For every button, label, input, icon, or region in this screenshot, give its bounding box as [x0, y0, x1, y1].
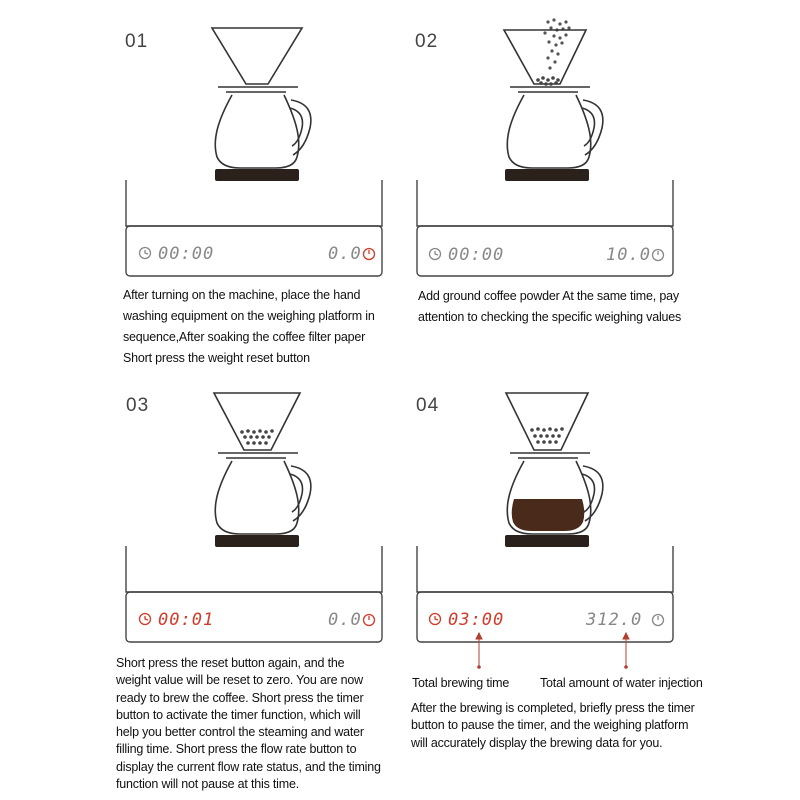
weight-callout-arrow — [623, 633, 629, 669]
timer-display: 03:00 — [448, 610, 505, 630]
step-number: 04 — [416, 395, 440, 416]
timer-display: 00:00 — [448, 245, 505, 265]
weight-display: 10.0 — [606, 245, 651, 265]
timer-callout-arrow — [476, 633, 482, 669]
weight-display: 0.0 — [328, 244, 362, 264]
step-description: Short press the reset button again, and the weight value will be reset to zero. You are now ready to brew the coffee. Short press the timer button to activate the timer function, which will help you better control the steaming and water filling time. Short press the flow rate button to display the current flow rate status, and the timing function will not pause at this time. — [116, 656, 381, 792]
weight-display: 312.0 — [586, 610, 643, 630]
timer-callout-label: Total brewing time — [412, 676, 510, 690]
clock-icon — [430, 614, 441, 625]
scale-platform — [505, 535, 589, 547]
brewed-coffee — [512, 499, 585, 531]
coffee-grounds-bed — [530, 427, 564, 444]
weight-display: 0.0 — [328, 610, 362, 630]
dripper-icon — [506, 393, 588, 450]
step-description: Add ground coffee powder At the same time, pay attention to checking the specific weighing values — [418, 289, 682, 324]
timer-display: 00:00 — [158, 244, 215, 264]
step-description: After turning on the machine, place the hand washing equipment on the weighing platform in sequence,After soaking the coffee filter paper Short press the weight reset button — [123, 288, 375, 365]
step-number: 01 — [125, 31, 149, 52]
timer-display: 00:01 — [158, 610, 215, 630]
step-description: After the brewing is completed, briefly press the timer button to pause the timer, and the weighing platform will accurately display the brewing data for you. — [411, 701, 695, 750]
weight-callout-label: Total amount of water injection — [540, 676, 703, 690]
step-number: 03 — [126, 395, 150, 416]
step-number: 02 — [415, 31, 439, 52]
power-button-icon — [653, 615, 664, 626]
